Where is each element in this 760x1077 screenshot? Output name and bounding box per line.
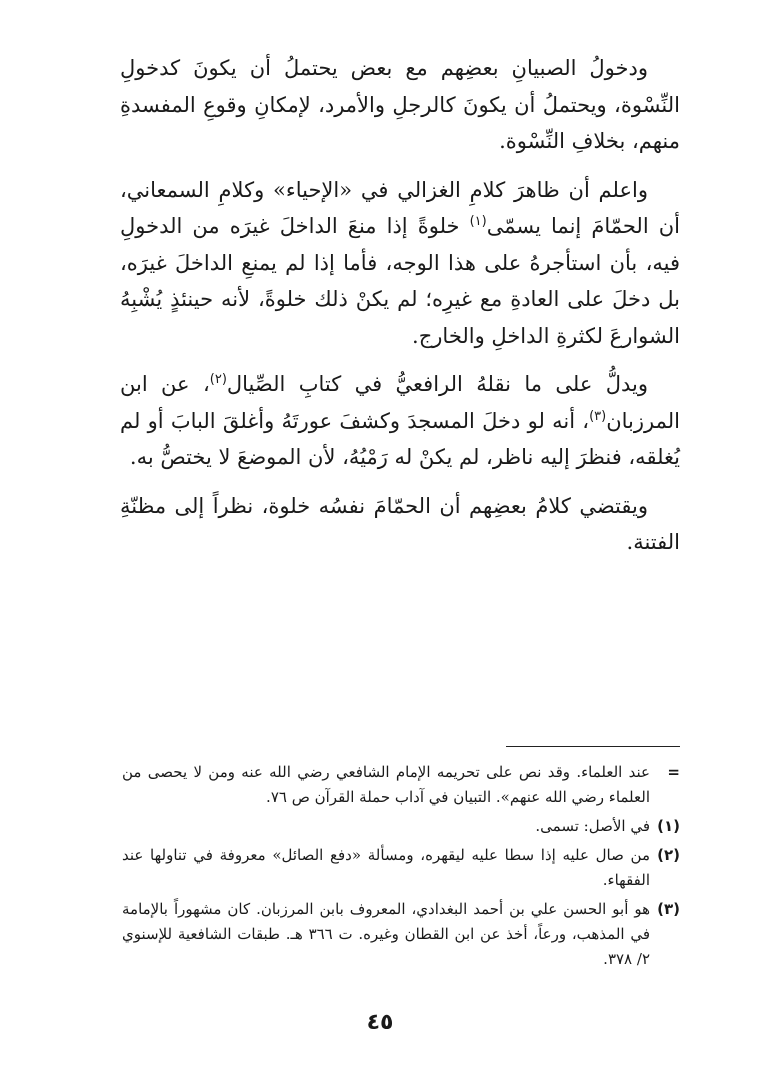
paragraph-2-text-a: واعلم أن ظاهرَ كلامِ الغزالي في «الإحياء» وكلامِ السمعاني، أن الحمّامَ إنما يسمّى	[120, 177, 680, 238]
footnote-ref-2: (٢)	[209, 372, 227, 387]
footnote-2	[122, 843, 680, 893]
footnote-3	[122, 897, 680, 972]
page-number: ٤٥	[366, 1010, 394, 1035]
paragraph-3	[120, 366, 680, 476]
footnote-marker: (١)	[657, 817, 680, 835]
footnote-ref-3: (٣)	[589, 408, 607, 424]
paragraph-1	[120, 50, 680, 160]
paragraph-3-text-a: ويدلُّ على ما نقلهُ الرافعيُّ في كتابِ الصِّيال	[226, 372, 648, 396]
footnote-text: من صال عليه إذا سطا عليه ليقهره، ومسألة «دفع الصائل» معروفة في تناولها عند الفقهاء.	[122, 846, 650, 889]
footnote-marker: (٣)	[657, 900, 680, 918]
paragraph-4	[120, 488, 680, 561]
footnote-1	[122, 814, 680, 839]
paragraph-2-text-b: خلوةً إذا منعَ الداخلَ غيرَه من الدخولِ فيه، بأن استأجرهُ على هذا الوجه، فأما إذا لم يمنعِ الداخلَ غيرَه، بل دخلَ على العادةِ مع غيرِه؛ لم يكنْ ذلك خلوةً، لأنه حينئذٍ يُشْبِهُ الشوارعَ لكثرةِ الداخلِ والخارج.	[120, 214, 680, 348]
footnote-text: عند العلماء. وقد نص على تحريمه الإمام الشافعي رضي الله عنه ومن لا يحصى من العلماء رضي الله عنهم». التبيان في آداب حملة القرآن ص ٧٦.	[122, 763, 650, 806]
footnotes	[122, 760, 680, 976]
footnote-marker: =	[667, 763, 680, 781]
footnote-text: في الأصل: تسمى.	[535, 817, 650, 835]
footnote-ref-1: (١)	[469, 214, 487, 229]
footnote-continued	[122, 760, 680, 810]
footnote-separator	[506, 746, 680, 747]
footnote-marker: (٢)	[657, 846, 680, 864]
footnote-text: هو أبو الحسن علي بن أحمد البغدادي، المعروف بابن المرزبان. كان مشهوراً بالإمامة في المذهب، ورعاً، أخذ عن ابن القطان وغيره. ت ٣٦٦ هـ. طبقات الشافعية للإسنوي ٢/ ٣٧٨.	[122, 900, 650, 968]
main-text	[120, 50, 680, 561]
paragraph-2	[120, 172, 680, 355]
paragraph-3-text-c: ، أنه لو دخلَ المسجدَ وكشفَ عورتَهُ وأغلقَ البابَ أو لم يُغلقه، فنظرَ إليه ناظر، لم يكنْ له رَمْيُهُ، لأن الموضعَ لا يختصُّ به.	[120, 408, 680, 469]
paragraph-1-text: ودخولُ الصبيانِ بعضِهم مع بعض يحتملُ أن يكونَ كدخولِ النِّسْوة، ويحتملُ أن يكونَ كالرجلِ والأمرد، لإمكانِ وقوعِ المفسدةِ منهم، بخلافِ النِّسْوة.	[120, 56, 680, 153]
paragraph-3-text-b: ، عن ابن المرزبان	[120, 372, 680, 433]
paragraph-4-text: ويقتضي كلامُ بعضِهم أن الحمّامَ نفسُه خلوة، نظراً إلى مظنّةِ الفتنة.	[120, 493, 680, 554]
